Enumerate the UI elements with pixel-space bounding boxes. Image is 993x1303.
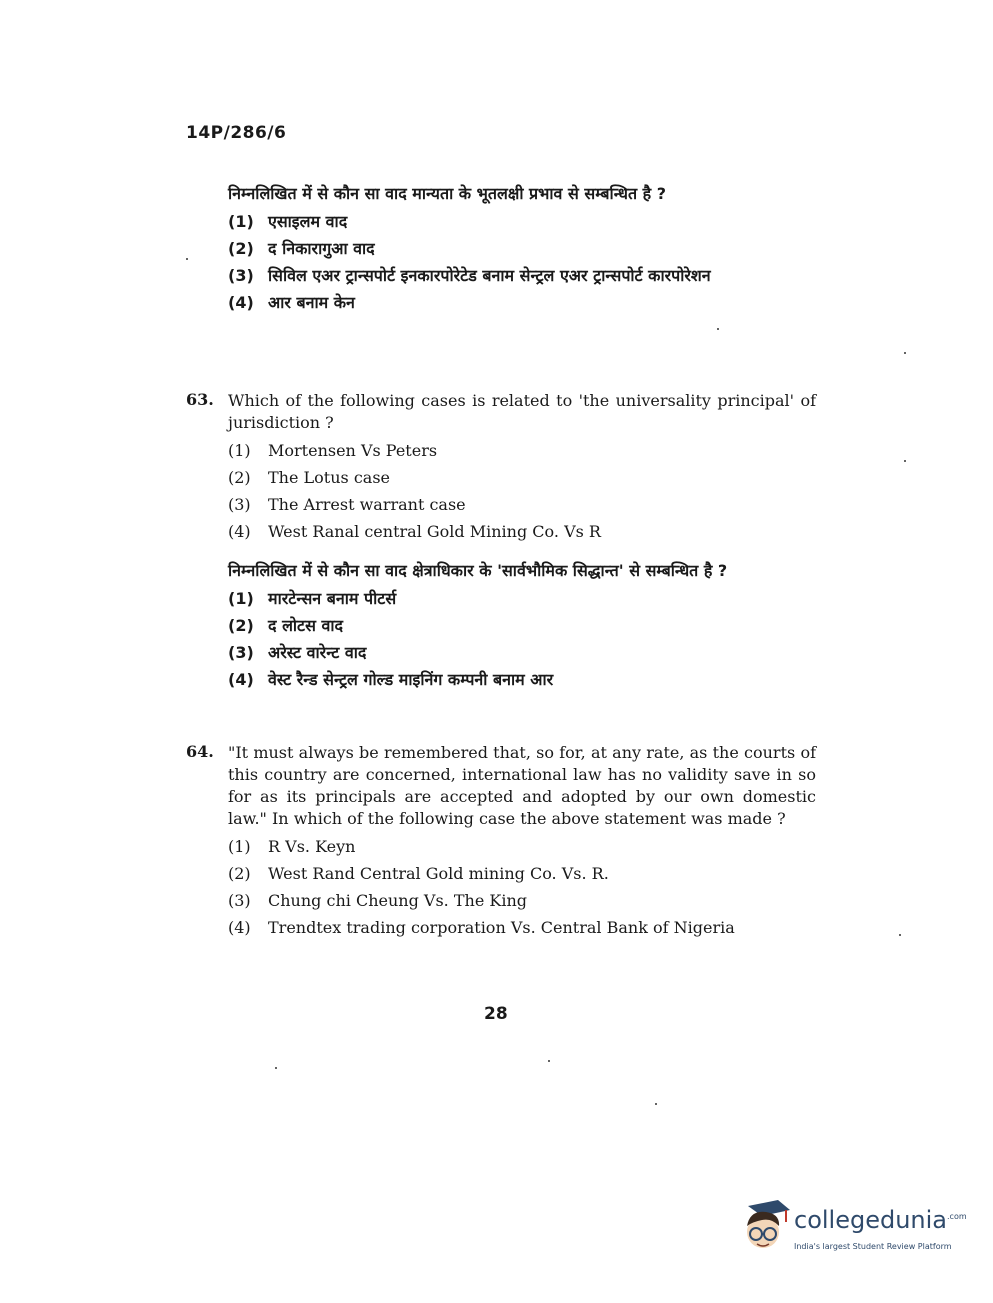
page-number: 28 (484, 1004, 508, 1024)
question-62-hindi (186, 183, 816, 319)
option (228, 238, 816, 260)
option-text: Mortensen Vs Peters (268, 441, 438, 460)
option-number: (1) (228, 589, 254, 608)
option (228, 642, 816, 664)
option-text: Trendtex trading corporation Vs. Central Bank of Nigeria (268, 918, 735, 937)
question-63 (186, 390, 816, 548)
option-number: (3) (228, 495, 251, 514)
option (228, 265, 816, 287)
options-list (228, 588, 816, 691)
question-text: निम्नलिखित में से कौन सा वाद मान्यता के भूतलक्षी प्रभाव से सम्बन्धित है ? (228, 184, 667, 203)
option-number: (1) (228, 212, 254, 231)
option-number: (4) (228, 918, 251, 937)
option (228, 521, 816, 543)
question-text: "It must always be remembered that, so for, at any rate, as the courts of this country are concerned, international law has no validity save in so for as its principals are accepted and adopted by our own domestic law." In which of the following case the above statement was made ? (228, 743, 816, 828)
option (228, 669, 816, 691)
option-text: सिविल एअर ट्रान्सपोर्ट इनकारपोरेटेड बनाम सेन्ट्रल एअर ट्रान्सपोर्ट कारपोरेशन (268, 266, 711, 285)
scan-speck (548, 1060, 550, 1062)
scan-speck (899, 934, 901, 936)
option-number: (2) (228, 616, 254, 635)
option (228, 588, 816, 610)
option (228, 494, 816, 516)
option-number: (3) (228, 266, 254, 285)
option (228, 863, 816, 885)
option-number: (4) (228, 293, 254, 312)
option-number: (3) (228, 891, 251, 910)
option-text: Chung chi Cheung Vs. The King (268, 891, 527, 910)
option-text: द लोटस वाद (268, 616, 344, 635)
scan-speck (275, 1067, 277, 1069)
option (228, 836, 816, 858)
question-text: निम्नलिखित में से कौन सा वाद क्षेत्राधिकार के 'सार्वभौमिक सिद्धान्त' से सम्बन्धित है ? (228, 561, 728, 580)
option-number: (2) (228, 864, 251, 883)
options-list (228, 836, 816, 939)
option-number: (4) (228, 670, 254, 689)
logo-tagline: India's largest Student Review Platform (794, 1242, 952, 1251)
option-text: The Arrest warrant case (268, 495, 466, 514)
option-text: West Rand Central Gold mining Co. Vs. R. (268, 864, 609, 883)
option (228, 292, 816, 314)
option-number: (3) (228, 643, 254, 662)
scan-speck (904, 352, 906, 354)
option (228, 917, 816, 939)
scan-speck (655, 1103, 657, 1105)
option-text: R Vs. Keyn (268, 837, 356, 856)
options-list (228, 440, 816, 543)
option-text: The Lotus case (268, 468, 390, 487)
paper-code: 14P/286/6 (186, 123, 287, 143)
option (228, 467, 816, 489)
scan-speck (186, 258, 188, 260)
question-text: Which of the following cases is related to 'the universality principal' of jurisdiction ? (228, 391, 816, 432)
option-text: मारटेन्सन बनाम पीटर्स (268, 589, 397, 608)
option-number: (4) (228, 522, 251, 541)
question-number: 64. (186, 742, 214, 761)
scan-speck (904, 460, 906, 462)
option-text: वेस्ट रैन्ड सेन्ट्रल गोल्ड माइनिंग कम्पनी बनाम आर (268, 670, 554, 689)
option-number: (1) (228, 837, 251, 856)
option-text: West Ranal central Gold Mining Co. Vs R (268, 522, 601, 541)
option-number: (1) (228, 441, 251, 460)
option (228, 211, 816, 233)
option-number: (2) (228, 468, 251, 487)
option (228, 615, 816, 637)
option-number: (2) (228, 239, 254, 258)
option (228, 890, 816, 912)
question-number: 63. (186, 390, 214, 409)
option-text: द निकारागुआ वाद (268, 239, 375, 258)
option-text: अरेस्ट वारेन्ट वाद (268, 643, 367, 662)
option-text: आर बनाम केन (268, 293, 355, 312)
option-text: एसाइलम वाद (268, 212, 348, 231)
logo-name: collegedunia (794, 1206, 948, 1234)
options-list (228, 211, 816, 314)
logo-suffix: .com (947, 1212, 967, 1221)
logo-wordmark (794, 1206, 967, 1234)
question-63-hindi (186, 560, 816, 696)
question-64 (186, 742, 816, 944)
option (228, 440, 816, 462)
collegedunia-logo (736, 1196, 967, 1266)
mascot-icon (736, 1196, 792, 1260)
scan-speck (717, 328, 719, 330)
